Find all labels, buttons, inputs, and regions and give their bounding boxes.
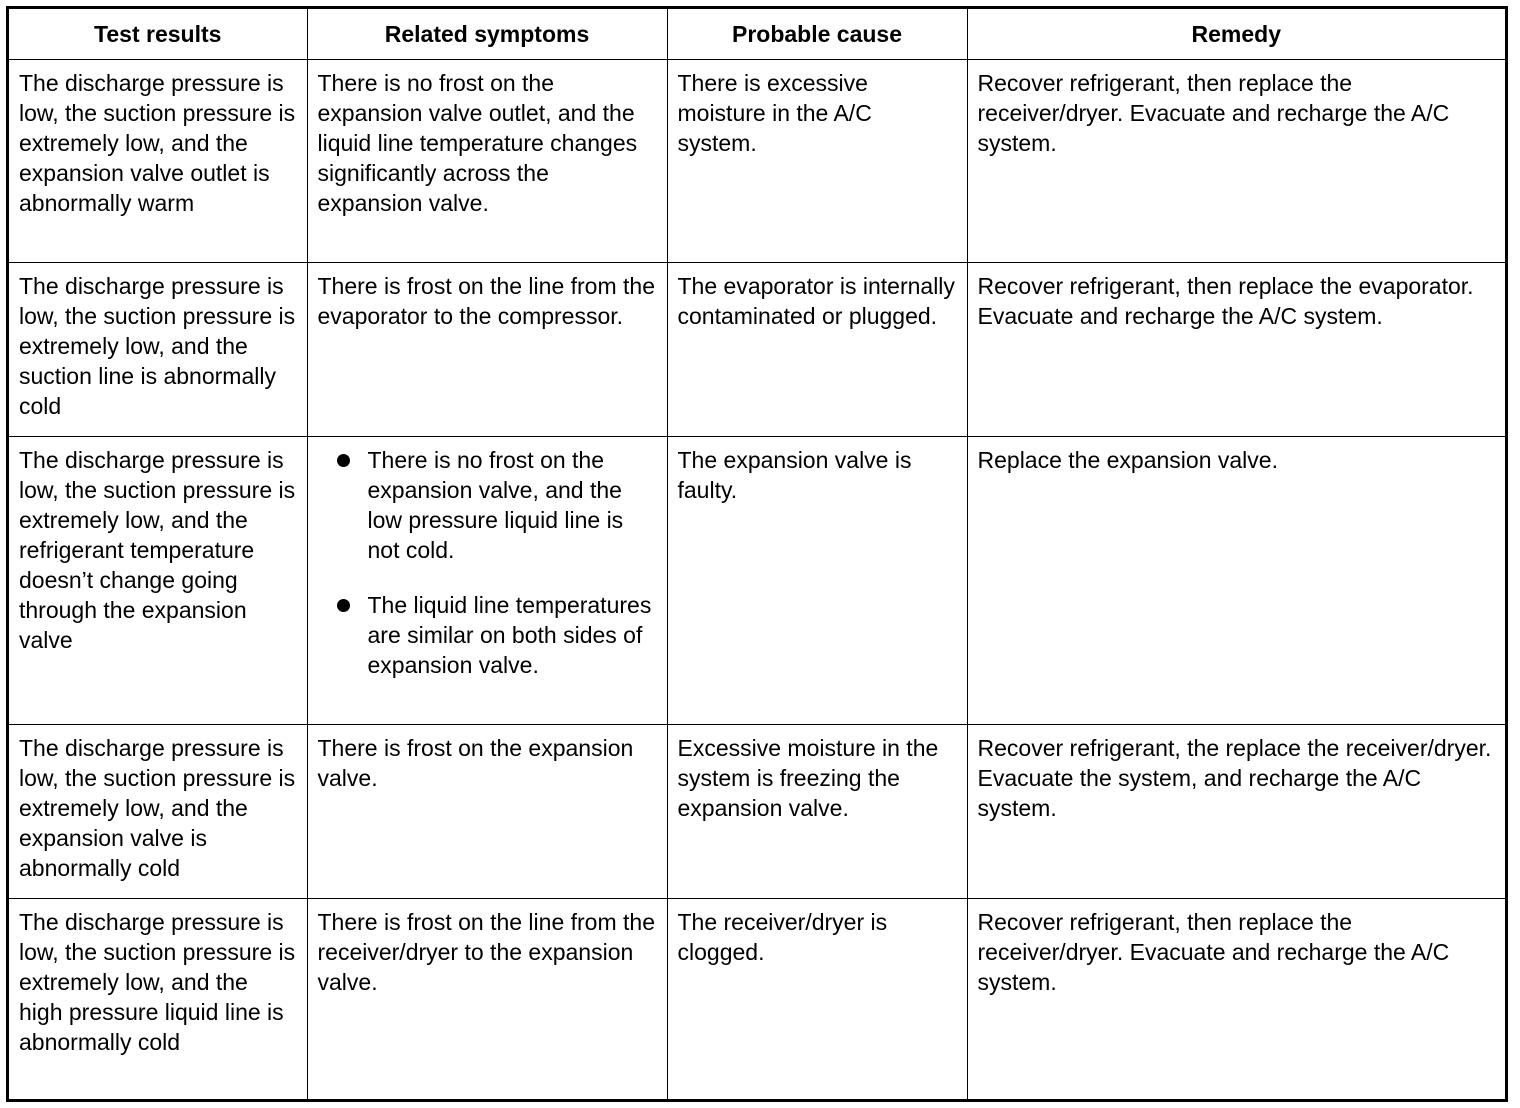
cause-cell: There is excessive moisture in the A/C system. (667, 60, 967, 263)
symptom-bullet-item (318, 590, 657, 680)
cause-cell: The expansion valve is faulty. (667, 437, 967, 725)
symptom-bullet-text: The liquid line temperatures are similar on both sides of expansion valve. (367, 592, 652, 678)
header-remedy: Remedy (967, 9, 1505, 60)
remedy-cell: Recover refrigerant, then replace the receiver/dryer. Evacuate and recharge the A/C system. (967, 60, 1505, 263)
test-result-cell: The discharge pressure is low, the suction pressure is extremely low, and the high pressure liquid line is abnormally cold (9, 899, 307, 1100)
table-row (9, 263, 1505, 437)
table-row (9, 60, 1505, 263)
test-result-cell: The discharge pressure is low, the suction pressure is extremely low, and the suction line is abnormally cold (9, 263, 307, 437)
table-row (9, 725, 1505, 899)
cause-cell: The evaporator is internally contaminated or plugged. (667, 263, 967, 437)
table-row (9, 899, 1505, 1100)
remedy-cell: Recover refrigerant, then replace the receiver/dryer. Evacuate and recharge the A/C system. (967, 899, 1505, 1100)
test-result-cell: The discharge pressure is low, the suction pressure is extremely low, and the refrigerant temperature doesn’t change going through the expansion valve (9, 437, 307, 725)
symptom-cell: There is frost on the line from the evaporator to the compressor. (307, 263, 667, 437)
bullet-icon (337, 454, 350, 467)
header-test-results: Test results (9, 9, 307, 60)
symptom-bullet-list (318, 445, 657, 680)
symptom-cell: There is frost on the line from the receiver/dryer to the expansion valve. (307, 899, 667, 1100)
cause-cell: Excessive moisture in the system is freezing the expansion valve. (667, 725, 967, 899)
remedy-cell: Recover refrigerant, the replace the receiver/dryer. Evacuate the system, and recharge the A/C system. (967, 725, 1505, 899)
symptom-cell: There is frost on the expansion valve. (307, 725, 667, 899)
symptom-bullet-item (318, 445, 657, 565)
bullet-icon (337, 599, 350, 612)
symptom-cell: There is no frost on the expansion valve outlet, and the liquid line temperature changes significantly across the expansion valve. (307, 60, 667, 263)
test-result-cell: The discharge pressure is low, the suction pressure is extremely low, and the expansion valve outlet is abnormally warm (9, 60, 307, 263)
header-related-symptoms: Related symptoms (307, 9, 667, 60)
symptom-cell (307, 437, 667, 725)
cause-cell: The receiver/dryer is clogged. (667, 899, 967, 1100)
remedy-cell: Recover refrigerant, then replace the evaporator. Evacuate and recharge the A/C system. (967, 263, 1505, 437)
symptom-bullet-text: There is no frost on the expansion valve, and the low pressure liquid line is not cold. (367, 447, 624, 563)
table-row (9, 437, 1505, 725)
troubleshooting-table-frame (6, 6, 1508, 1102)
header-probable-cause: Probable cause (667, 9, 967, 60)
test-result-cell: The discharge pressure is low, the suction pressure is extremely low, and the expansion valve is abnormally cold (9, 725, 307, 899)
remedy-cell: Replace the expansion valve. (967, 437, 1505, 725)
troubleshooting-table (9, 9, 1505, 1099)
header-row (9, 9, 1505, 60)
